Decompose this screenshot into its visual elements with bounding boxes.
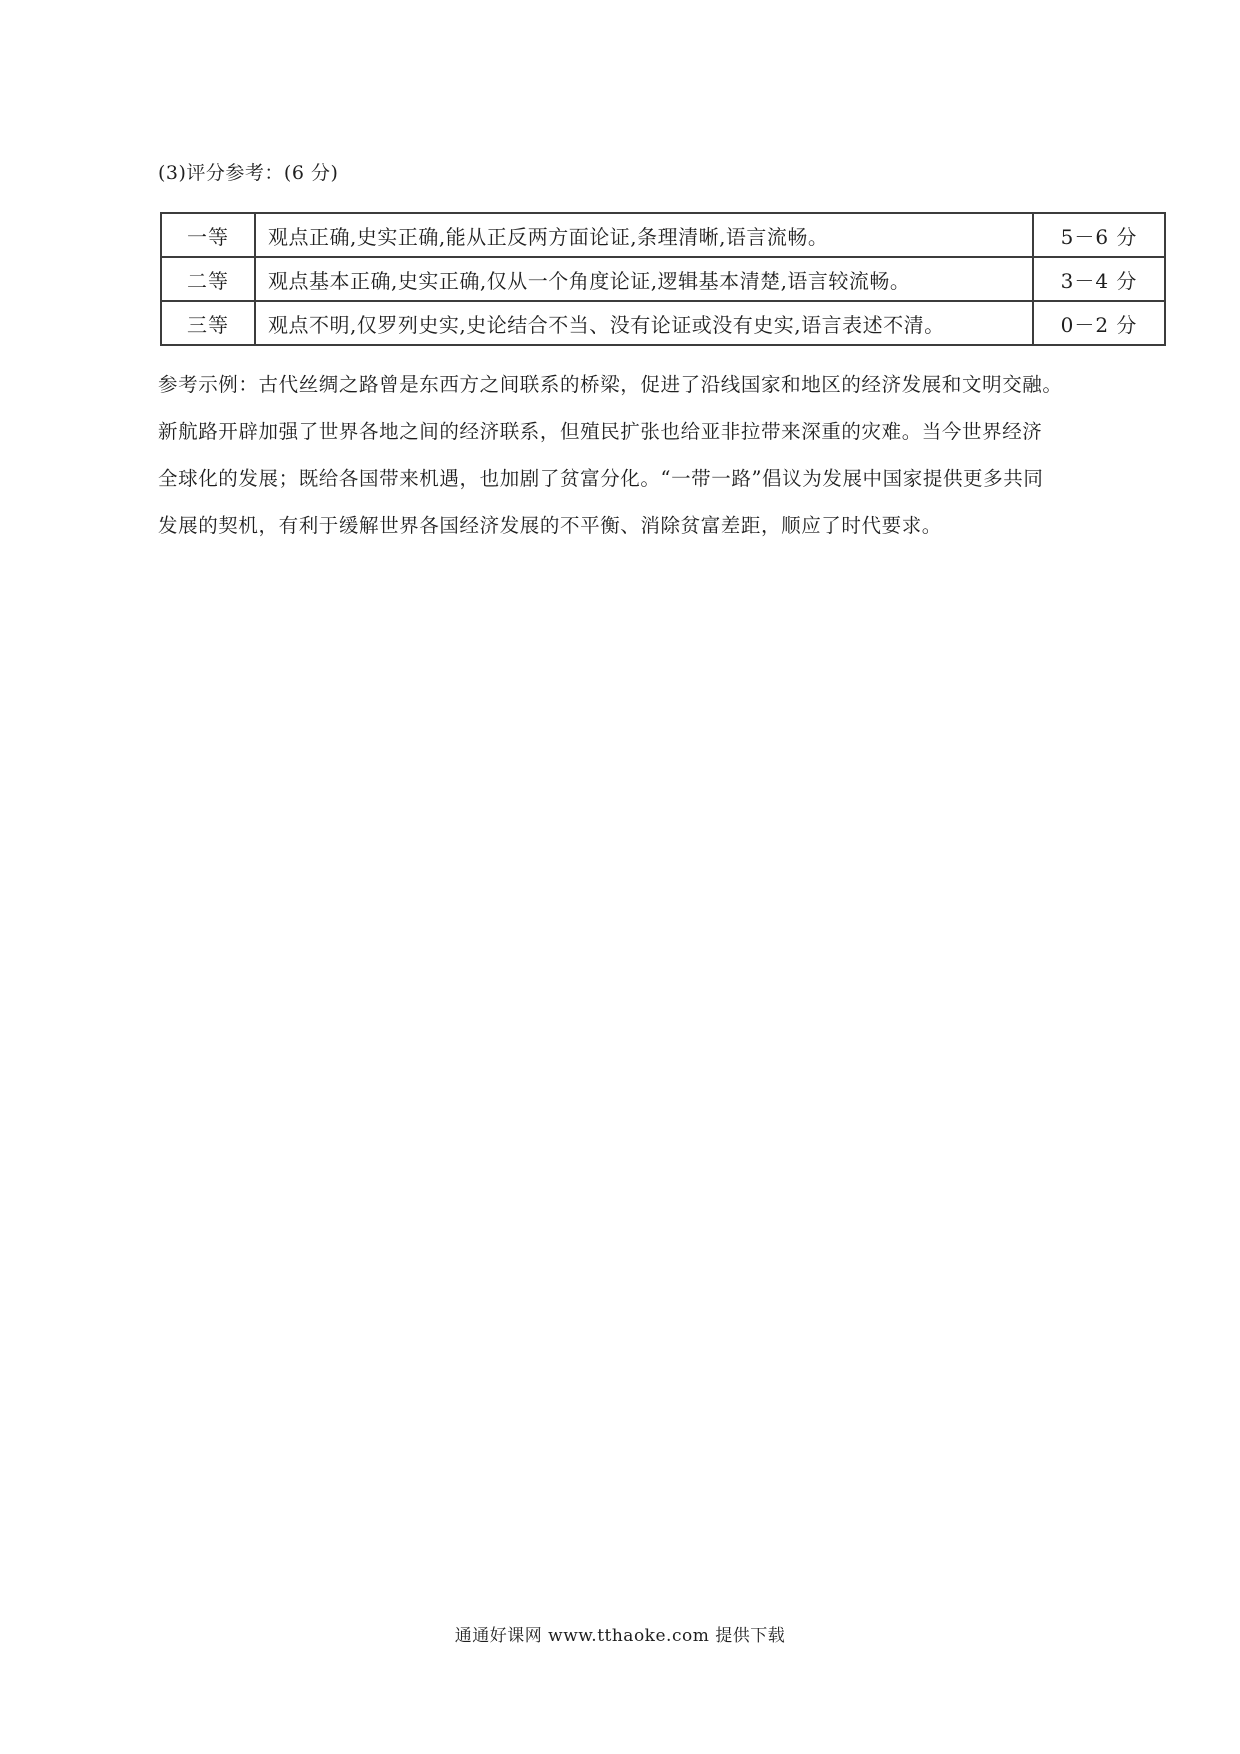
grade-score: 5－6 分 xyxy=(1033,213,1165,257)
grade-level: 二等 xyxy=(161,257,255,301)
grade-level: 三等 xyxy=(161,301,255,345)
example-line: 发展的契机，有利于缓解世界各国经济发展的不平衡、消除贫富差距，顺应了时代要求。 xyxy=(158,514,942,537)
grade-level: 一等 xyxy=(161,213,255,257)
page-footer: 通通好课网 www.tthaoke.com 提供下载 xyxy=(454,1626,786,1646)
reference-example xyxy=(158,361,1118,549)
grade-criteria: 观点基本正确,史实正确,仅从一个角度论证,逻辑基本清楚,语言较流畅。 xyxy=(255,257,1033,301)
scoring-rubric-table xyxy=(160,212,1166,346)
example-line: 新航路开辟加强了世界各地之间的经济联系，但殖民扩张也给亚非拉带来深重的灾难。当今世界经济 xyxy=(158,420,1043,443)
section-heading: (3)评分参考：(6 分) xyxy=(158,162,339,184)
table-row xyxy=(161,257,1165,301)
grade-criteria: 观点不明,仅罗列史实,史论结合不当、没有论证或没有史实,语言表述不清。 xyxy=(255,301,1033,345)
example-line: 参考示例：古代丝绸之路曾是东西方之间联系的桥梁，促进了沿线国家和地区的经济发展和文明交融。 xyxy=(158,373,1063,396)
table-row xyxy=(161,213,1165,257)
grade-score: 3－4 分 xyxy=(1033,257,1165,301)
grade-criteria: 观点正确,史实正确,能从正反两方面论证,条理清晰,语言流畅。 xyxy=(255,213,1033,257)
table-row xyxy=(161,301,1165,345)
grade-score: 0－2 分 xyxy=(1033,301,1165,345)
example-line: 全球化的发展；既给各国带来机遇，也加剧了贫富分化。“一带一路”倡议为发展中国家提供更多共同 xyxy=(158,467,1044,490)
